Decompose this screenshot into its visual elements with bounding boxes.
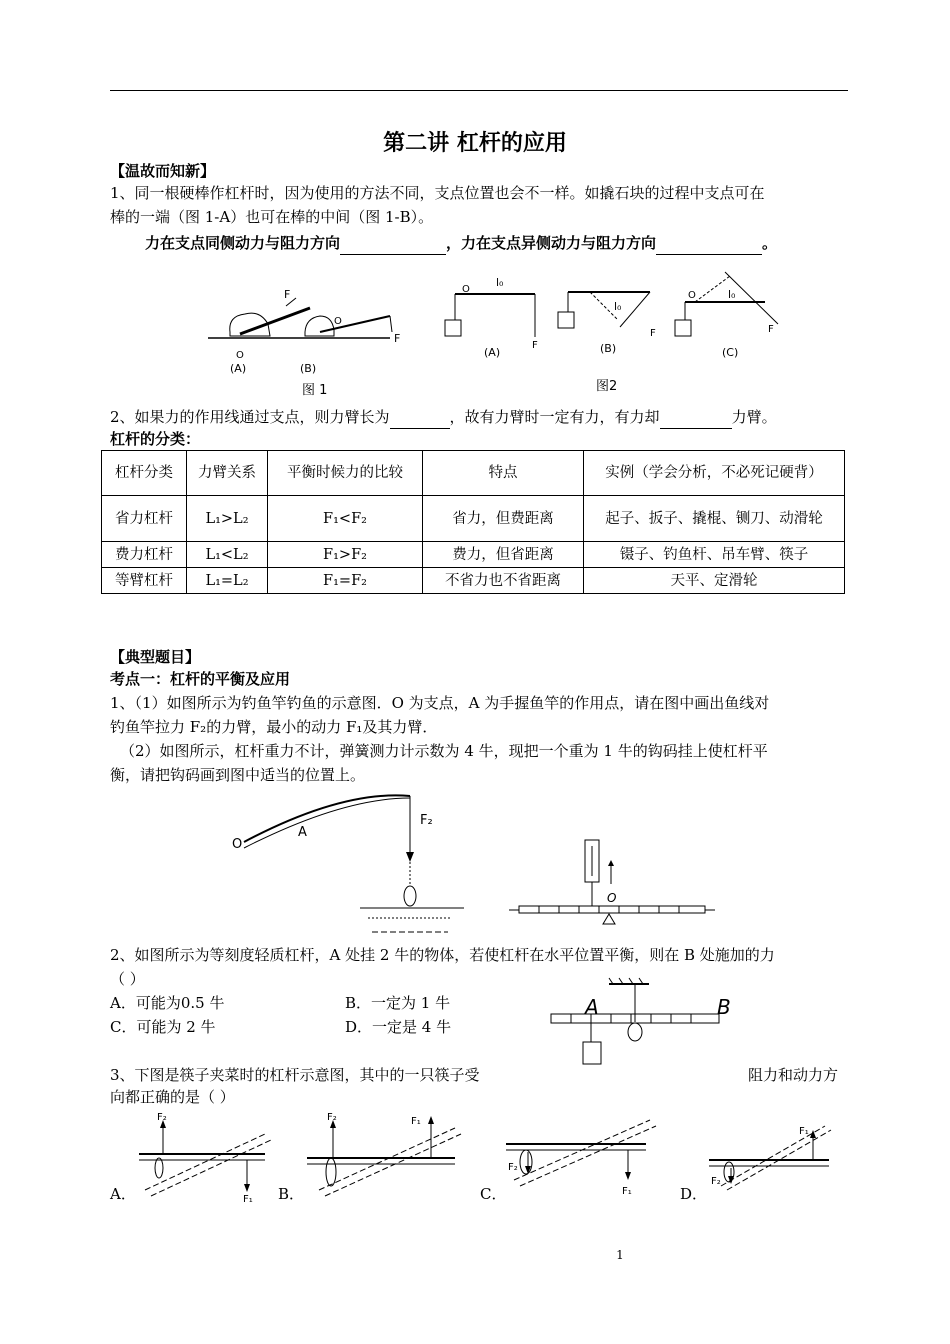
table-header: 实例（学会分析，不必死记硬背） bbox=[584, 451, 845, 496]
table-cell: 镊子、钓鱼杆、吊车臂、筷子 bbox=[584, 542, 845, 568]
q1-blank-2[interactable] bbox=[656, 232, 762, 255]
q2-line bbox=[110, 406, 850, 429]
p2-option-b[interactable]: B．一定为 1 牛 bbox=[345, 994, 451, 1012]
table-cell: 天平、定滑轮 bbox=[584, 568, 845, 594]
fig1-label-A: (A) bbox=[230, 362, 247, 375]
q2-text-b: ，故有力臂时一定有力，有力却 bbox=[449, 408, 660, 426]
table-cell: 省力，但费距离 bbox=[423, 496, 584, 542]
fig2a-label-O: O bbox=[462, 284, 470, 295]
table-cell: F₁<F₂ bbox=[268, 496, 423, 542]
p1-line1: 1、（1）如图所示为钓鱼竿钓鱼的示意图．O 为支点，A 为手握鱼竿的作用点，请在图中画出鱼线对 bbox=[110, 694, 770, 712]
table-row bbox=[102, 542, 845, 568]
p1-line2: 钓鱼竿拉力 F₂的力臂，最小的动力 F₁及其力臂． bbox=[110, 718, 438, 736]
fig-b-label-F1: F₁ bbox=[411, 1116, 421, 1127]
fish-label-A: A bbox=[298, 825, 307, 840]
p1-line4: 衡，请把钩码画到图中适当的位置上。 bbox=[110, 766, 366, 784]
table-cell: L₁<L₂ bbox=[187, 542, 268, 568]
fig2-label-B: (B) bbox=[600, 342, 617, 355]
fig-a-label-F1: F₁ bbox=[243, 1194, 253, 1205]
p1-line3: （2）如图所示，杠杆重力不计，弹簧测力计示数为 4 牛，现把一个重为 1 牛的钩码挂上使杠杆平 bbox=[120, 742, 768, 760]
p3-option-a[interactable]: A． bbox=[110, 1185, 136, 1203]
table-cell: L₁>L₂ bbox=[187, 496, 268, 542]
fig2-caption: 图2 bbox=[596, 379, 618, 394]
q2-text-c: 力臂。 bbox=[731, 408, 777, 426]
table-cell: 省力杠杆 bbox=[102, 496, 187, 542]
table-header: 特点 bbox=[423, 451, 584, 496]
fig-c-label-F2: F₂ bbox=[508, 1162, 518, 1173]
lever-label-A: A bbox=[585, 995, 599, 1019]
table-cell: 起子、扳子、撬棍、铡刀、动滑轮 bbox=[584, 496, 845, 542]
fig-b-label-F2: F₂ bbox=[327, 1112, 337, 1123]
fish-label-F2: F₂ bbox=[420, 813, 433, 828]
figure-equal-scale-lever bbox=[545, 982, 745, 1072]
lever-classification-table bbox=[101, 450, 845, 594]
p3-option-d[interactable]: D． bbox=[680, 1185, 708, 1203]
scale-label-O: O bbox=[607, 891, 617, 905]
p2-line2: （ ） bbox=[110, 970, 145, 988]
fig2c-label-F: F bbox=[768, 324, 774, 335]
section-heading-problems: 【典型题目】 bbox=[110, 648, 201, 666]
q1-blank-1[interactable] bbox=[340, 232, 446, 255]
fig1-caption: 图 1 bbox=[302, 383, 328, 398]
page-title: 第二讲 杠杆的应用 bbox=[383, 131, 567, 156]
fig-a-label-F2: F₂ bbox=[157, 1112, 167, 1123]
figure-spring-scale-lever bbox=[505, 836, 720, 926]
fig2b-label-F: F bbox=[650, 328, 656, 339]
p2-option-a[interactable]: A．可能为0.5 牛 bbox=[110, 994, 225, 1012]
table-cell: L₁=L₂ bbox=[187, 568, 268, 594]
lever-label-B: B bbox=[717, 995, 731, 1019]
table-header: 平衡时候力的比较 bbox=[268, 451, 423, 496]
table-header: 力臂关系 bbox=[187, 451, 268, 496]
key-point-1: 考点一：杠杆的平衡及应用 bbox=[110, 670, 291, 688]
figure-1-crowbar bbox=[200, 280, 410, 400]
fish-label-O: O bbox=[232, 837, 243, 852]
q1-fill-b: ，力在支点异侧动力与阻力方向 bbox=[446, 234, 657, 252]
p2-line1: 2、如图所示为等刻度轻质杠杆，A 处挂 2 牛的物体，若使杠杆在水平位置平衡，则在 B 处施加的力 bbox=[110, 946, 775, 964]
table-header-row bbox=[102, 451, 845, 496]
chopstick-figure-c[interactable] bbox=[500, 1120, 660, 1200]
q1-fill-a: 力在支点同侧动力与阻力方向 bbox=[145, 234, 341, 252]
fig1-label-F: F bbox=[284, 288, 291, 301]
p3-option-c[interactable]: C． bbox=[480, 1185, 507, 1203]
table-cell: 不省力也不省距离 bbox=[423, 568, 584, 594]
table-row bbox=[102, 496, 845, 542]
figure-2-force-arm bbox=[440, 272, 790, 397]
table-header: 杠杆分类 bbox=[102, 451, 187, 496]
q2-blank-1[interactable] bbox=[390, 406, 450, 429]
p3-line1b: 阻力和动力方 bbox=[748, 1066, 839, 1084]
section-heading-review: 【温故而知新】 bbox=[110, 162, 216, 180]
fig-d-label-F2: F₂ bbox=[711, 1176, 721, 1187]
fig1b-label-O: O bbox=[334, 316, 342, 327]
q1-line1: 1、同一根硬棒作杠杆时，因为使用的方法不同，支点位置也会不一样。如撬石块的过程中支点可在 bbox=[110, 184, 765, 202]
table-cell: 费力杠杆 bbox=[102, 542, 187, 568]
table-cell: F₁>F₂ bbox=[268, 542, 423, 568]
fig2a-label-F: F bbox=[532, 340, 538, 351]
q1-line2: 棒的一端（图 1-A）也可在棒的中间（图 1-B）。 bbox=[110, 208, 434, 226]
q2-text-a: 2、如果力的作用线通过支点，则力臂长为 bbox=[110, 408, 390, 426]
fig1-label-O: O bbox=[236, 350, 244, 361]
q1-fill-line bbox=[145, 232, 885, 255]
p3-line1a: 3、下图是筷子夹菜时的杠杆示意图，其中的一只筷子受 bbox=[110, 1066, 480, 1084]
fig2-label-C: (C) bbox=[722, 346, 739, 359]
p3-line2: 向都正确的是（ ） bbox=[110, 1088, 235, 1106]
p3-option-b[interactable]: B． bbox=[278, 1185, 305, 1203]
figure-fishing-rod bbox=[232, 790, 472, 940]
fig2c-label-O: O bbox=[688, 290, 696, 301]
table-cell: F₁=F₂ bbox=[268, 568, 423, 594]
chopstick-figure-a[interactable] bbox=[135, 1110, 275, 1205]
page-number: 1 bbox=[616, 1248, 624, 1262]
fig2a-label-l0: l₀ bbox=[496, 276, 504, 289]
fig-d-label-F1: F₁ bbox=[799, 1126, 809, 1137]
table-cell: 费力，但省距离 bbox=[423, 542, 584, 568]
p2-option-c[interactable]: C．可能为 2 牛 bbox=[110, 1018, 216, 1036]
fig2c-label-l0: l₀ bbox=[728, 288, 736, 301]
chopstick-figure-b[interactable] bbox=[305, 1110, 465, 1200]
chopstick-figure-d[interactable] bbox=[705, 1120, 845, 1190]
fig1b-label-F: F bbox=[394, 332, 401, 345]
fig2b-label-l0: l₀ bbox=[614, 300, 622, 313]
fig-c-label-F1: F₁ bbox=[622, 1186, 632, 1197]
header-rule bbox=[110, 90, 848, 91]
classification-heading: 杠杆的分类： bbox=[110, 430, 201, 448]
q2-blank-2[interactable] bbox=[660, 406, 732, 429]
fig1-label-B: (B) bbox=[300, 362, 317, 375]
fig2-label-A: (A) bbox=[484, 346, 501, 359]
q1-fill-end: 。 bbox=[762, 234, 778, 252]
table-row bbox=[102, 568, 845, 594]
p2-option-d[interactable]: D．一定是 4 牛 bbox=[345, 1018, 452, 1036]
table-cell: 等臂杠杆 bbox=[102, 568, 187, 594]
